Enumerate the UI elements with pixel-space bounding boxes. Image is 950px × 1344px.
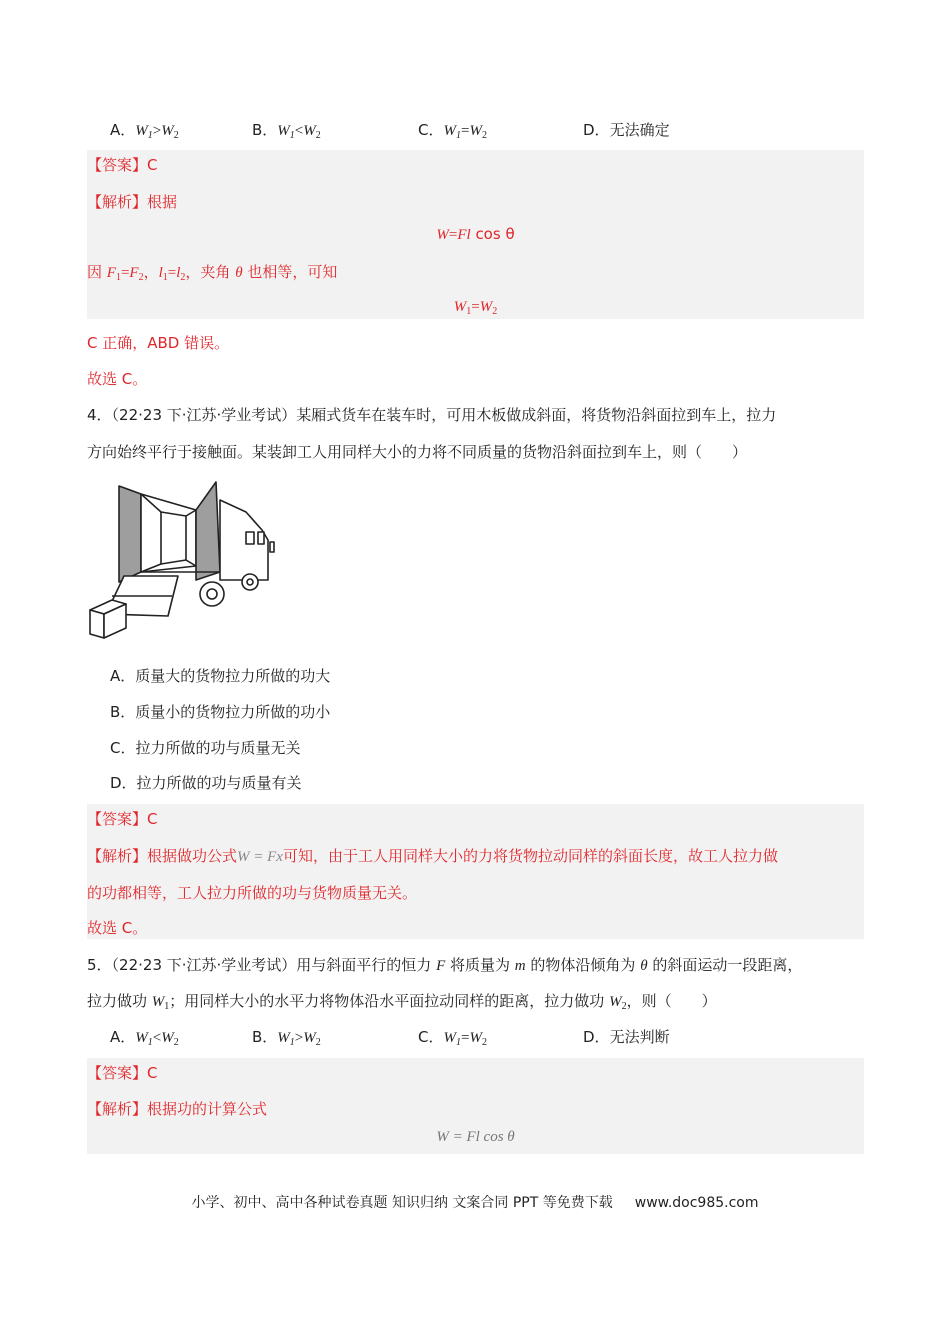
q4-option-a: A．质量大的货物拉力所做的功大 — [110, 667, 331, 685]
q5-option-c: C．$W_1=W_2$ — [418, 1028, 487, 1048]
q5-option-a: A．$W_1<W_2$ — [110, 1028, 179, 1048]
q4-analysis-line-1: 【解析】根据做功公式W = Fx可知，由于工人用同样大小的力将货物拉动同样的斜面长度，故工人拉力做 — [87, 847, 778, 865]
q4-stem-line-2: 方向始终平行于接触面。某装卸工人用同样大小的力将不同质量的货物沿斜面拉到车上，则（ ） — [87, 443, 748, 461]
q3-option-c: C．$W_1=W_2$ — [418, 121, 487, 141]
q4-stem-line-1: 4．（22·23 下·江苏·学业考试）某厢式货车在装车时，可用木板做成斜面，将货物沿斜面拉到车上，拉力 — [87, 406, 777, 424]
q3-option-a: A．$W_1>W_2$ — [110, 121, 179, 141]
q3-answer: 【答案】C — [87, 156, 158, 174]
page-footer — [0, 1192, 950, 1212]
q4-option-c: C．拉力所做的功与质量无关 — [110, 739, 301, 757]
q3-option-d: D．无法确定 — [583, 121, 670, 139]
footer-text: 小学、初中、高中各种试卷真题 知识归纳 文案合同 PPT 等免费下载 — [191, 1195, 613, 1211]
q3-analysis: 【解析】根据 — [87, 193, 178, 211]
q5-option-d: D．无法判断 — [583, 1028, 670, 1046]
q4-analysis-line-2: 的功都相等，工人拉力所做的功与货物质量无关。 — [87, 884, 418, 902]
q3-formula-1: W=Fl cos θ — [436, 225, 515, 243]
q4-answer: 【答案】C — [87, 810, 158, 828]
q3-option-b: B．$W_1<W_2$ — [252, 121, 321, 141]
q3-formula-2: $W_1=W_2$ — [453, 299, 498, 317]
truck-illustration — [86, 480, 276, 642]
q5-formula: W = Fl cos θ — [436, 1129, 515, 1145]
q5-option-b: B．$W_1>W_2$ — [252, 1028, 321, 1048]
q3-because: 因 $F_1=F_2$，$l_1=l_2$，夹角 θ 也相等，可知 — [87, 263, 338, 283]
q4-option-b: B．质量小的货物拉力所做的功小 — [110, 703, 331, 721]
q5-stem-line-2: 拉力做功 $W_1$；用同样大小的水平力将物体沿水平面拉动同样的距离，拉力做功 $W_2$，则（ ） — [87, 992, 717, 1012]
q4-answer-block — [87, 804, 864, 939]
q5-stem-line-1: 5．（22·23 下·江苏·学业考试）用与斜面平行的恒力 F 将质量为 m 的物体沿倾角为 θ 的斜面运动一段距离， — [87, 956, 803, 974]
q5-analysis: 【解析】根据功的计算公式 — [87, 1100, 268, 1118]
q4-choose: 故选 C。 — [87, 919, 148, 937]
footer-url[interactable]: www.doc985.com — [634, 1195, 759, 1211]
q4-option-d: D．拉力所做的功与质量有关 — [110, 774, 302, 792]
q3-choose: 故选 C。 — [87, 370, 148, 388]
q5-answer: 【答案】C — [87, 1064, 158, 1082]
q3-conclusion: C 正确，ABD 错误。 — [87, 334, 230, 352]
